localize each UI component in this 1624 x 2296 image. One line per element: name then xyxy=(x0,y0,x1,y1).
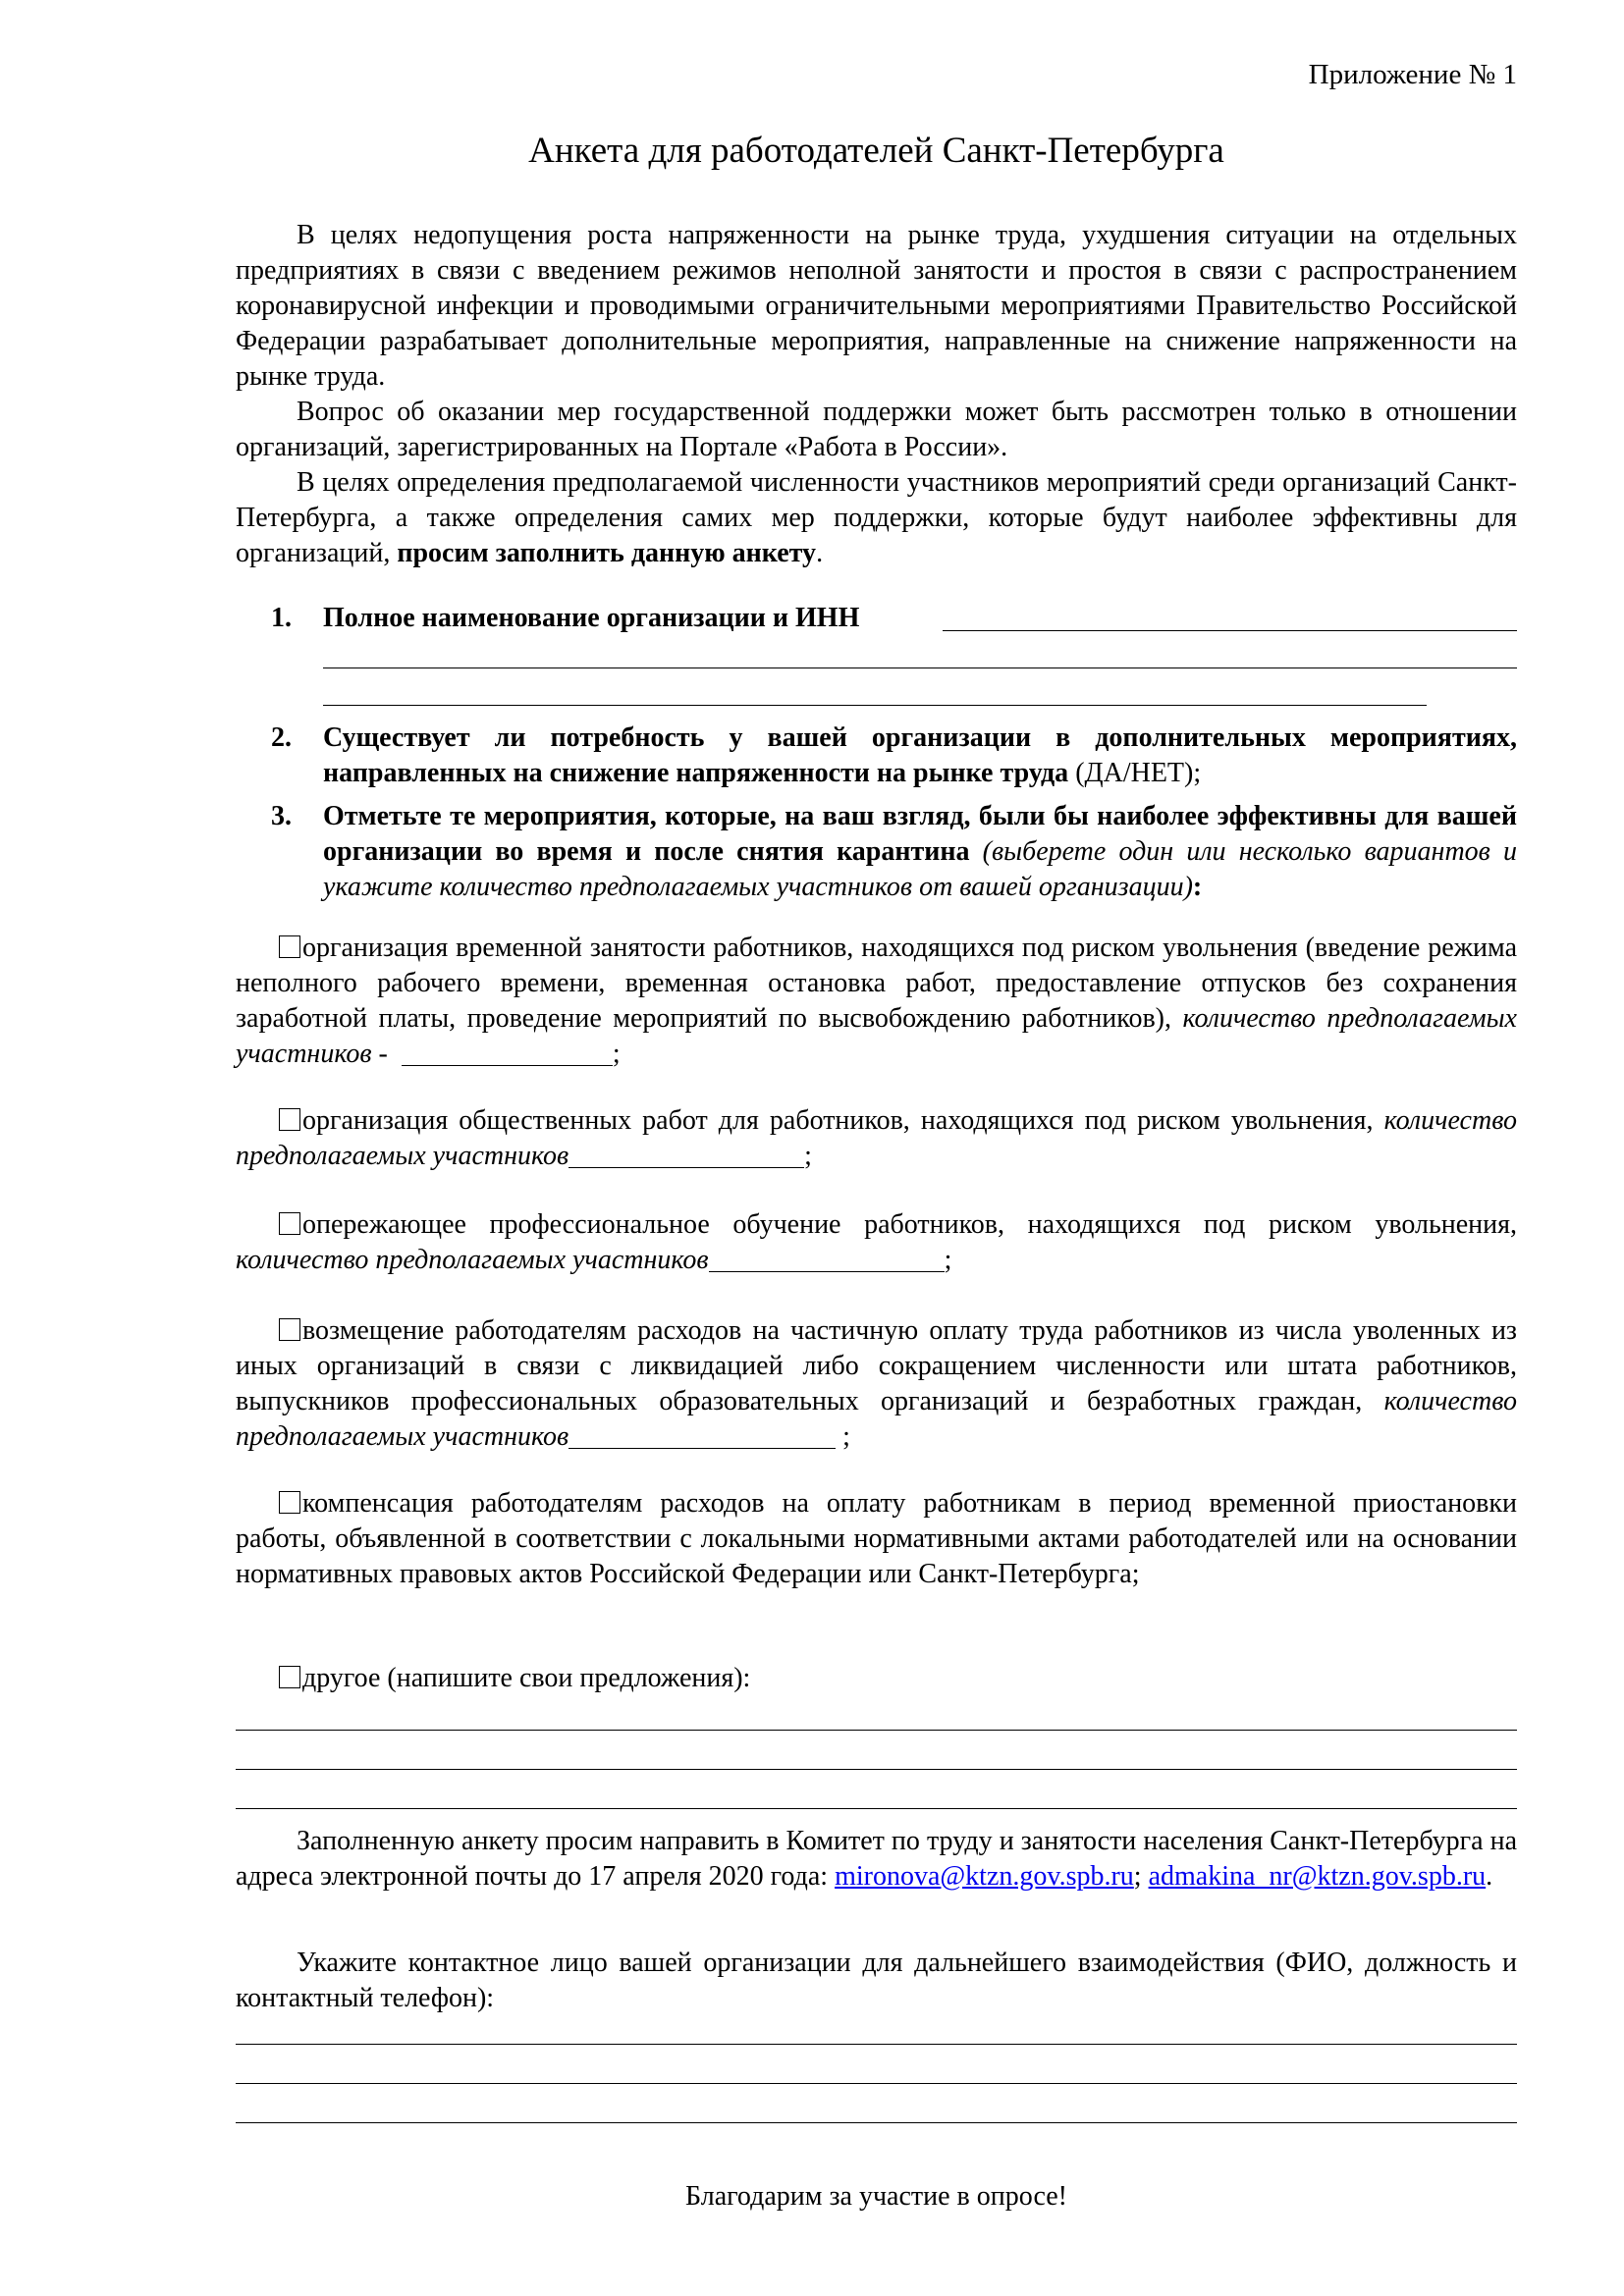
question-1-text: Полное наименование организации и ИНН xyxy=(323,603,860,633)
question-3-bold: Отметьте те мероприятия, которые, на ваш взгляд, были бы наиболее эффективны для вашей организации во время и после снятия карантина xyxy=(323,801,1517,867)
question-2-number: 2. xyxy=(271,722,292,753)
option-temporary-employment xyxy=(236,931,1517,1072)
email-link-mironova[interactable]: mironova@ktzn.gov.spb.ru xyxy=(835,1861,1134,1892)
question-2-bold: Существует ли потребность у вашей организации в дополнительных мероприятиях, направленных на снижение напряженности на рынке труда xyxy=(323,722,1517,788)
checkbox-option-3[interactable] xyxy=(279,1212,300,1235)
intro-paragraph-2: Вопрос об оказании мер государственной поддержки может быть рассмотрен только в отношении организаций, зарегистрированных на Портале «Работа в России». xyxy=(236,397,1517,462)
send-end: . xyxy=(1486,1861,1493,1892)
email-separator: ; xyxy=(1133,1861,1142,1892)
option-4-text: возмещение работодателям расходов на частичную оплату труда работников из числа уволенных из иных организаций в связи с ликвидацией либо сокращением численности или штата работников, выпускников профессиональных образовательных организаций и безработных граждан, xyxy=(236,1315,1517,1416)
intro-paragraph-1: В целях недопущения роста напряженности на рынке труда, ухудшения ситуации на отдельных предприятиях в связи с введением режимов неполной занятости и простоя в связи с распространением коронавирусной инфекции и проводимыми ограничительными мероприятиями Правительство Российской Федерации разрабатывает дополнительные мероприятия, направленные на снижение напряженности на рынке труда. xyxy=(236,220,1517,392)
option-3-end: ; xyxy=(944,1245,952,1275)
option-other xyxy=(236,1661,1517,1696)
contact-answer-line-1[interactable] xyxy=(236,2044,1517,2045)
intro-p3-start: В целях определения предполагаемой численности участников мероприятий среди организаций Санкт-Петербурга, а также определения самих мер поддержки, которые будут наиболее эффективны для организаций, xyxy=(236,467,1517,568)
option-2-text: организация общественных работ для работников, находящихся под риском увольнения, xyxy=(302,1105,1384,1136)
option-2-participants-label: количество предполагаемых участников xyxy=(236,1105,1517,1171)
contact-answer-line-3[interactable] xyxy=(236,2122,1517,2123)
option-1-end: ; xyxy=(612,1039,621,1069)
option-wage-reimbursement xyxy=(236,1313,1517,1455)
intro-paragraph-3 xyxy=(236,465,1517,571)
send-text: Заполненную анкету просим направить в Комитет по труду и занятости населения Санкт-Петербурга на адреса электронной почты до 17 апреля 2020 года: xyxy=(236,1826,1517,1892)
send-instructions xyxy=(236,1824,1517,1895)
question-3-text xyxy=(323,799,1517,905)
checkbox-option-5[interactable] xyxy=(279,1491,300,1514)
intro-p3-bold: просим заполнить данную анкету xyxy=(397,538,817,568)
option-5-text: компенсация работодателям расходов на оплату работникам в период временной приостановки работы, объявленной в соответствии с локальными нормативными актами работодателей или на основании нормативных правовых актов Российской Федерации или Санкт-Петербурга; xyxy=(236,1488,1517,1589)
question-2-normal: (ДА/НЕТ); xyxy=(1068,758,1202,788)
option-advance-training xyxy=(236,1207,1517,1278)
question-2-text xyxy=(323,721,1517,791)
page-title: Анкета для работодателей Санкт-Петербурга xyxy=(528,131,1224,171)
option-3-participants-field[interactable] xyxy=(709,1248,945,1272)
option-4-participants-field[interactable] xyxy=(568,1424,836,1449)
option-3-text: опережающее профессиональное обучение работников, находящихся под риском увольнения, xyxy=(302,1209,1517,1240)
option-public-works xyxy=(236,1103,1517,1174)
option-downtime-compensation xyxy=(236,1486,1517,1592)
q1-answer-line-3[interactable] xyxy=(323,705,1427,706)
checkbox-option-2[interactable] xyxy=(279,1108,300,1131)
q1-answer-line-1[interactable] xyxy=(943,630,1517,631)
question-3-number: 3. xyxy=(271,801,292,831)
option-2-participants-field[interactable] xyxy=(568,1144,804,1168)
option-1-text: организация временной занятости работников, находящихся под риском увольнения (введение режима неполного рабочего времени, временная остановка работ, предоставление отпусков без сохранения заработной платы, проведение мероприятий по высвобождению работников), xyxy=(236,933,1517,1034)
contact-answer-line-2[interactable] xyxy=(236,2083,1517,2084)
checkbox-option-4[interactable] xyxy=(279,1318,300,1341)
other-answer-line-1[interactable] xyxy=(236,1730,1517,1731)
question-3 xyxy=(236,799,1517,905)
option-1-participants-label: количество предполагаемых участников - xyxy=(236,1003,1517,1069)
question-3-italic: (выберете один или несколько вариантов и укажите количество предполагаемых участников от вашей организации) xyxy=(323,836,1517,902)
intro-p3-end: . xyxy=(816,538,824,568)
appendix-label: Приложение № 1 xyxy=(1308,59,1517,90)
thanks-message: Благодарим за участие в опросе! xyxy=(685,2181,1067,2212)
checkbox-option-6[interactable] xyxy=(279,1666,300,1688)
option-4-end: ; xyxy=(836,1421,850,1452)
checkbox-option-1[interactable] xyxy=(279,935,300,958)
q1-answer-line-2[interactable] xyxy=(323,667,1517,668)
other-answer-line-3[interactable] xyxy=(236,1808,1517,1809)
question-2 xyxy=(236,721,1517,791)
question-1-number: 1. xyxy=(271,603,292,633)
option-1-participants-field[interactable] xyxy=(402,1041,613,1066)
email-link-admakina[interactable]: admakina_nr@ktzn.gov.spb.ru xyxy=(1148,1861,1487,1892)
question-3-end: : xyxy=(1192,872,1203,902)
option-6-text: другое (напишите свои предложения): xyxy=(302,1663,751,1693)
option-2-end: ; xyxy=(804,1141,812,1171)
other-answer-line-2[interactable] xyxy=(236,1769,1517,1770)
contact-instructions: Укажите контактное лицо вашей организации для дальнейшего взаимодействия (ФИО, должность и контактный телефон): xyxy=(236,1948,1517,2013)
option-3-participants-label: количество предполагаемых участников xyxy=(236,1245,709,1275)
option-4-participants-label: количество предполагаемых участников xyxy=(236,1386,1517,1452)
